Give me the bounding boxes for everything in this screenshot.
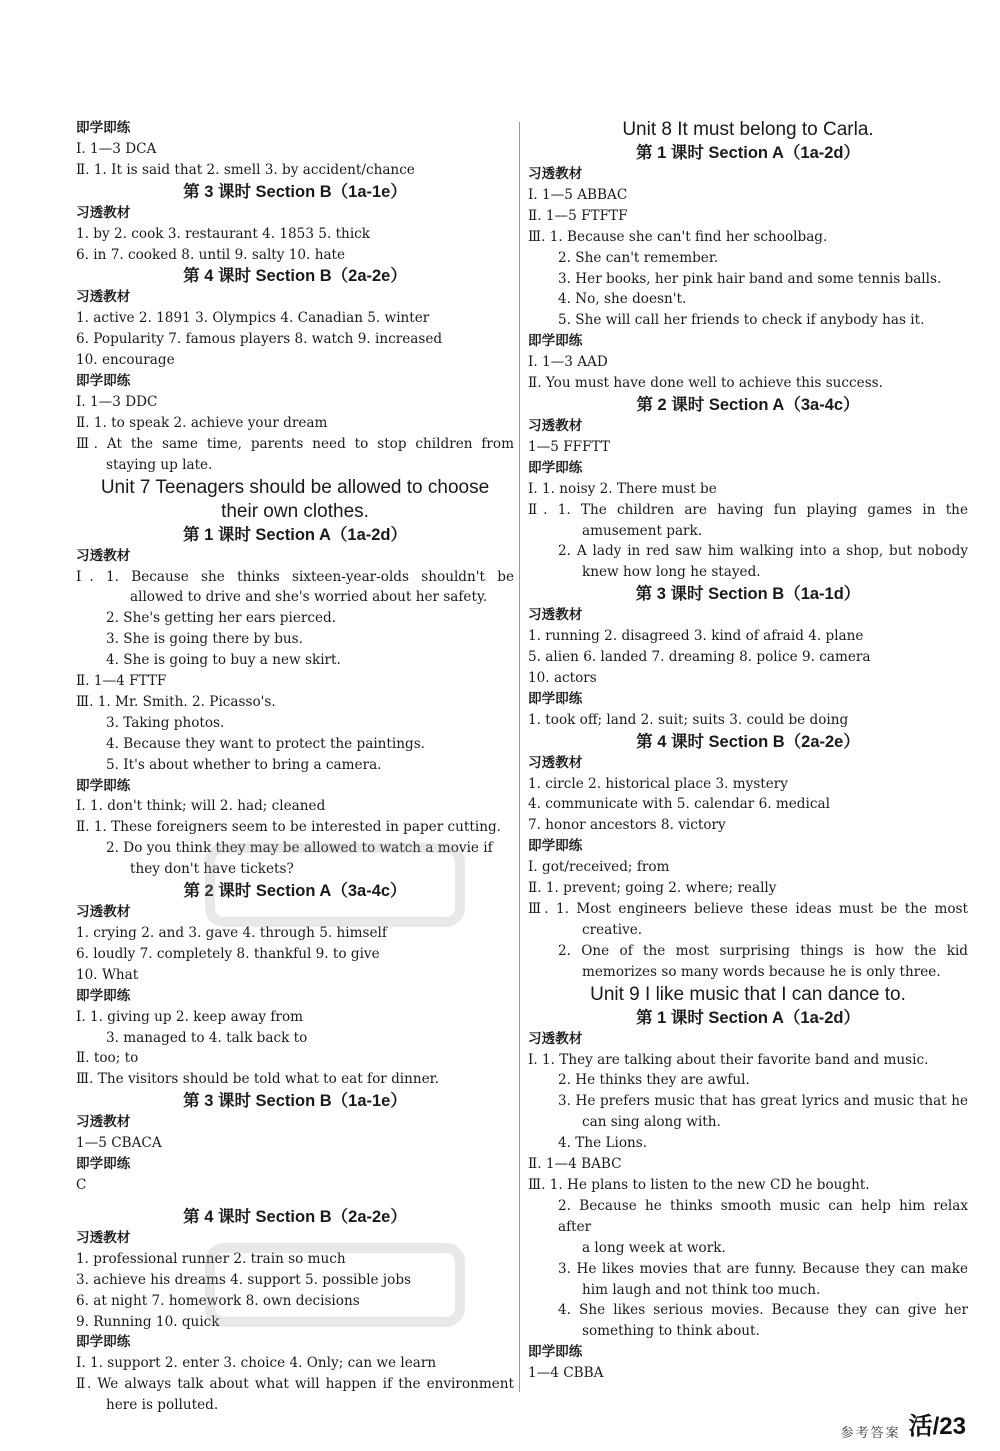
- unit-title: their own clothes.: [221, 500, 369, 522]
- answer-line: Ⅱ. We always talk about what will happen if the environment: [76, 1376, 514, 1393]
- answer-line: 4. Because they want to protect the paintings.: [106, 735, 425, 752]
- exercise-label: 习透教材: [528, 417, 583, 434]
- answer-line: 4. The Lions.: [558, 1135, 648, 1152]
- answer-line: Ⅰ. 1—3 DDC: [76, 393, 158, 410]
- answer-line: Ⅱ. 1. It is said that 2. smell 3. by accident/chance: [76, 161, 415, 178]
- answer-line: 5. alien 6. landed 7. dreaming 8. police 9. camera: [528, 649, 871, 666]
- answer-line: Ⅰ. 1—5 ABBAC: [528, 186, 628, 203]
- exercise-label: 习透教材: [76, 1229, 131, 1246]
- exercise-label: 习透教材: [76, 904, 131, 921]
- answer-line: Ⅱ. too; to: [76, 1050, 139, 1067]
- answer-line: 4. communicate with 5. calendar 6. medical: [528, 796, 830, 813]
- answer-line: Ⅰ. 1. Because she thinks sixteen-year-olds shouldn't be: [76, 568, 514, 585]
- answer-line: 1. active 2. 1891 3. Olympics 4. Canadian 5. winter: [76, 310, 430, 327]
- answer-line: Ⅰ. 1. don't think; will 2. had; cleaned: [76, 798, 326, 815]
- answer-line: 1. professional runner 2. train so much: [76, 1250, 346, 1267]
- answer-line: 3. managed to 4. talk back to: [106, 1029, 308, 1046]
- section-heading: 第 3 课时 Section B（1a-1e）: [183, 182, 407, 201]
- answer-line: 2. A lady in red saw him walking into a shop, but nobody: [558, 543, 968, 560]
- unit-title: Unit 9 I like music that I can dance to.: [590, 983, 906, 1005]
- answer-line: Ⅰ. 1. giving up 2. keep away from: [76, 1008, 304, 1025]
- answer-line: 3. He prefers music that has great lyrics and music that he: [558, 1093, 968, 1110]
- answer-line: staying up late.: [106, 456, 213, 473]
- answer-line: amusement park.: [582, 522, 703, 539]
- answer-line: 5. She will call her friends to check if anybody has it.: [558, 312, 925, 329]
- answer-line: 2. She's getting her ears pierced.: [106, 610, 337, 627]
- answer-line: allowed to drive and she's worried about her safety.: [130, 589, 488, 606]
- answer-line: 2. Because he thinks smooth music can help him relax after: [558, 1197, 968, 1235]
- answer-line: 1. crying 2. and 3. gave 4. through 5. himself: [76, 925, 387, 941]
- exercise-label: 即学即练: [76, 120, 131, 136]
- answer-line: Ⅱ. 1. These foreigners seem to be interested in paper cutting.: [76, 819, 501, 836]
- answer-line: 1. by 2. cook 3. restaurant 4. 1853 5. thick: [76, 225, 371, 242]
- answer-line: here is polluted.: [106, 1397, 219, 1414]
- answer-line: 3. achieve his dreams 4. support 5. possible jobs: [76, 1271, 411, 1288]
- answer-line: Ⅱ. 1. The children are having fun playing games in the: [528, 501, 968, 518]
- answer-line: 1—4 CBBA: [528, 1365, 604, 1382]
- answer-line: 2. He thinks they are awful.: [558, 1072, 750, 1089]
- exercise-label: 习透教材: [76, 289, 131, 306]
- answer-line: 4. No, she doesn't.: [558, 291, 687, 308]
- exercise-label: 即学即练: [76, 777, 131, 794]
- answer-line: 4. She likes serious movies. Because they can give her: [558, 1302, 968, 1319]
- answer-line: Ⅱ. 1—5 FTFTF: [528, 207, 628, 224]
- exercise-label: 习透教材: [76, 547, 131, 564]
- answer-line: memorizes so many words because he is only three.: [582, 963, 941, 980]
- answer-line: 6. loudly 7. completely 8. thankful 9. to give: [76, 945, 380, 962]
- exercise-label: 即学即练: [76, 1156, 131, 1173]
- answer-line: creative.: [582, 921, 643, 938]
- answer-line: 2. She can't remember.: [558, 249, 719, 266]
- answers-label: 参考答案: [840, 1425, 901, 1440]
- answer-line: Ⅲ. The visitors should be told what to eat for dinner.: [76, 1071, 440, 1088]
- exercise-label: 即学即练: [528, 1344, 583, 1361]
- page-number: 活/23: [908, 1413, 966, 1440]
- answer-line: 10. encourage: [76, 352, 175, 369]
- spacer: [76, 1196, 514, 1206]
- answer-line: they don't have tickets?: [130, 861, 294, 878]
- section-heading: 第 1 课时 Section A（1a-2d）: [635, 144, 860, 162]
- answer-line: 4. She is going to buy a new skirt.: [106, 652, 341, 669]
- answer-line: something to think about.: [582, 1323, 760, 1340]
- answer-line: 6. at night 7. homework 8. own decisions: [76, 1292, 360, 1309]
- answer-line: 3. She is going there by bus.: [106, 631, 303, 648]
- answer-line: 9. Running 10. quick: [76, 1313, 220, 1330]
- exercise-label: 即学即练: [76, 373, 131, 390]
- section-heading: 第 3 课时 Section B（1a-1e）: [183, 1092, 407, 1111]
- answer-line: 2. One of the most surprising things is how the kid: [558, 942, 968, 959]
- answer-line: 6. in 7. cooked 8. until 9. salty 10. hate: [76, 246, 346, 263]
- answer-line: Ⅰ. 1. noisy 2. There must be: [528, 480, 717, 497]
- answer-line: 1. running 2. disagreed 3. kind of afraid 4. plane: [528, 628, 864, 645]
- section-heading: 第 4 课时 Section B（2a-2e）: [636, 732, 860, 751]
- answer-line: 1. circle 2. historical place 3. mystery: [528, 775, 788, 792]
- answer-line: Ⅰ. 1. support 2. enter 3. choice 4. Only; can we learn: [76, 1355, 437, 1372]
- exercise-label: 即学即练: [528, 838, 583, 855]
- exercise-label: 习透教材: [528, 166, 583, 182]
- section-heading: 第 2 课时 Section A（3a-4c）: [636, 395, 860, 414]
- answer-line: Ⅲ. 1. Because she can't find her schoolbag.: [528, 228, 828, 245]
- answer-line: Ⅱ. 1. to speak 2. achieve your dream: [76, 414, 328, 431]
- answer-line: a long week at work.: [582, 1239, 726, 1256]
- column-divider: [519, 122, 520, 1392]
- exercise-label: 习透教材: [528, 1030, 583, 1047]
- answer-line: Ⅲ. 1. Mr. Smith. 2. Picasso's.: [76, 693, 276, 710]
- answer-line: 5. It's about whether to bring a camera.: [106, 756, 382, 773]
- answer-line: C: [76, 1176, 87, 1193]
- section-heading: 第 4 课时 Section B（2a-2e）: [183, 1207, 407, 1226]
- exercise-label: 即学即练: [76, 987, 131, 1004]
- answer-line: Ⅱ. 1. prevent; going 2. where; really: [528, 880, 777, 897]
- exercise-label: 即学即练: [528, 459, 583, 476]
- answer-line: 10. actors: [528, 669, 597, 686]
- answer-line: knew how long he stayed.: [582, 564, 761, 581]
- exercise-label: 即学即练: [528, 333, 583, 350]
- answer-line: Ⅲ. 1. Most engineers believe these ideas must be the most: [528, 901, 968, 917]
- answer-line: 10. What: [76, 966, 139, 983]
- left-column: [76, 118, 514, 1416]
- unit-title: Unit 7 Teenagers should be allowed to choose: [100, 476, 490, 498]
- right-column: [528, 118, 968, 1384]
- answer-line: 6. Popularity 7. famous players 8. watch 9. increased: [76, 331, 443, 348]
- answer-line: Ⅲ. 1. He plans to listen to the new CD he bought.: [528, 1176, 870, 1193]
- section-heading: 第 2 课时 Section A（3a-4c）: [183, 882, 407, 901]
- answer-line: 3. Taking photos.: [106, 714, 225, 731]
- answer-line: Ⅱ. 1—4 FTTF: [76, 673, 167, 690]
- answer-line: can sing along with.: [582, 1114, 721, 1131]
- section-heading: 第 1 课时 Section A（1a-2d）: [182, 525, 407, 544]
- section-heading: 第 4 课时 Section B（2a-2e）: [183, 267, 407, 286]
- answer-line: Ⅱ. You must have done well to achieve this success.: [528, 375, 883, 392]
- answer-line: him laugh and not think too much.: [582, 1281, 821, 1298]
- answer-line: Ⅰ. got/received; from: [528, 859, 670, 876]
- exercise-label: 即学即练: [528, 690, 583, 707]
- answer-line: 2. Do you think they may be allowed to watch a movie if: [106, 840, 493, 857]
- exercise-label: 习透教材: [76, 1114, 131, 1131]
- section-heading: 第 3 课时 Section B（1a-1d）: [635, 585, 861, 604]
- answer-line: Ⅰ. 1—3 DCA: [76, 140, 157, 157]
- answer-line: Ⅱ. 1—4 BABC: [528, 1156, 622, 1173]
- exercise-label: 习透教材: [76, 204, 131, 221]
- answer-line: Ⅲ. At the same time, parents need to stop children from: [76, 435, 514, 452]
- exercise-label: 习透教材: [528, 754, 583, 771]
- answer-line: 1—5 CBACA: [76, 1135, 162, 1152]
- answer-line: 7. honor ancestors 8. victory: [528, 817, 726, 834]
- exercise-label: 习透教材: [528, 607, 583, 624]
- answer-line: 1. took off; land 2. suit; suits 3. could be doing: [528, 711, 849, 728]
- answer-line: 3. Her books, her pink hair band and some tennis balls.: [558, 270, 942, 287]
- answer-line: Ⅰ. 1. They are talking about their favorite band and music.: [528, 1051, 929, 1068]
- exercise-label: 即学即练: [76, 1334, 131, 1351]
- section-heading: 第 1 课时 Section A（1a-2d）: [635, 1008, 860, 1027]
- unit-title: Unit 8 It must belong to Carla.: [622, 119, 874, 140]
- answer-line: 1—5 FFFTT: [528, 438, 610, 455]
- answer-line: 3. He likes movies that are funny. Because they can make: [558, 1260, 968, 1277]
- answer-line: Ⅰ. 1—3 AAD: [528, 354, 608, 371]
- page-footer: [841, 1406, 966, 1441]
